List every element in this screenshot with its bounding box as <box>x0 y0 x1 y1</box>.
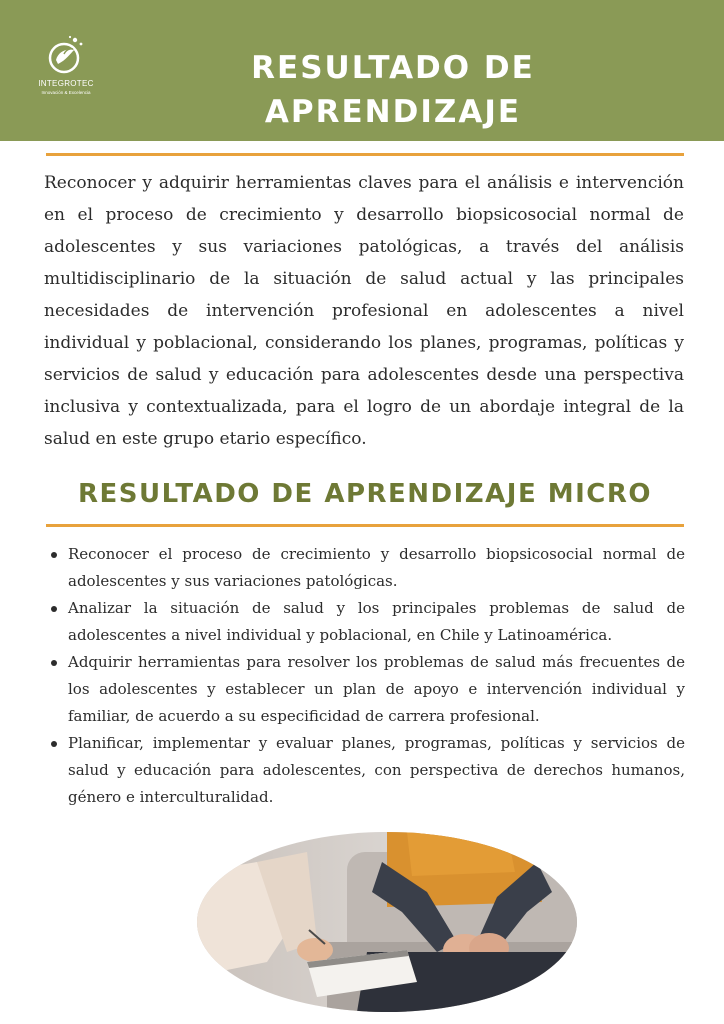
micro-section-title: RESULTADO DE APRENDIZAJE MICRO <box>77 479 653 509</box>
header-banner <box>0 0 724 141</box>
leaf-swirl-icon <box>44 34 88 78</box>
divider-top <box>46 153 684 156</box>
list-item-text: Analizar la situación de salud y los principales problemas de salud de adolescentes a nivel individual y poblacional, en Chile y Latinoamérica. <box>68 599 685 644</box>
bullet-icon <box>51 660 57 666</box>
brand-tagline: Innovación & Excelencia <box>41 90 91 95</box>
list-item <box>68 541 685 595</box>
brand-name: INTEGROTEC <box>38 79 94 88</box>
counseling-illustration <box>197 832 577 1012</box>
brand-logo <box>30 34 102 100</box>
micro-outcomes-list <box>68 541 685 811</box>
bullet-icon <box>51 741 57 747</box>
page-title: RESULTADO DE APRENDIZAJE <box>251 50 535 130</box>
list-item <box>68 730 685 811</box>
learning-outcome-paragraph: Reconocer y adquirir herramientas claves para el análisis e intervención en el proceso de crecimiento y desarrollo biopsicosocial normal de adolescentes y sus variaciones patológicas, a través del análisis multidisciplinario de la situación de salud actual y las principales necesidades de intervención profesional en adolescentes a nivel individual y poblacional, considerando los planes, programas, políticas y servicios de salud y educación para adolescentes desde una perspectiva inclusiva y contextualizada, para el logro de un abordaje integral de la salud en este grupo etario específico. <box>44 173 684 449</box>
list-item <box>68 649 685 730</box>
list-item <box>68 595 685 649</box>
counseling-photo <box>197 832 577 1012</box>
bullet-icon <box>51 606 57 612</box>
list-item-text: Planificar, implementar y evaluar planes, programas, políticas y servicios de salud y educación para adolescentes, con perspectiva de derechos humanos, género e interculturalidad. <box>68 734 685 806</box>
divider-micro <box>46 524 684 527</box>
list-item-text: Reconocer el proceso de crecimiento y desarrollo biopsicosocial normal de adolescentes y sus variaciones patológicas. <box>68 545 685 590</box>
list-item-text: Adquirir herramientas para resolver los problemas de salud más frecuentes de los adolescentes y establecer un plan de apoyo e intervención individual y familiar, de acuerdo a su especificidad de carrera profesional. <box>68 653 685 725</box>
bullet-icon <box>51 552 57 558</box>
